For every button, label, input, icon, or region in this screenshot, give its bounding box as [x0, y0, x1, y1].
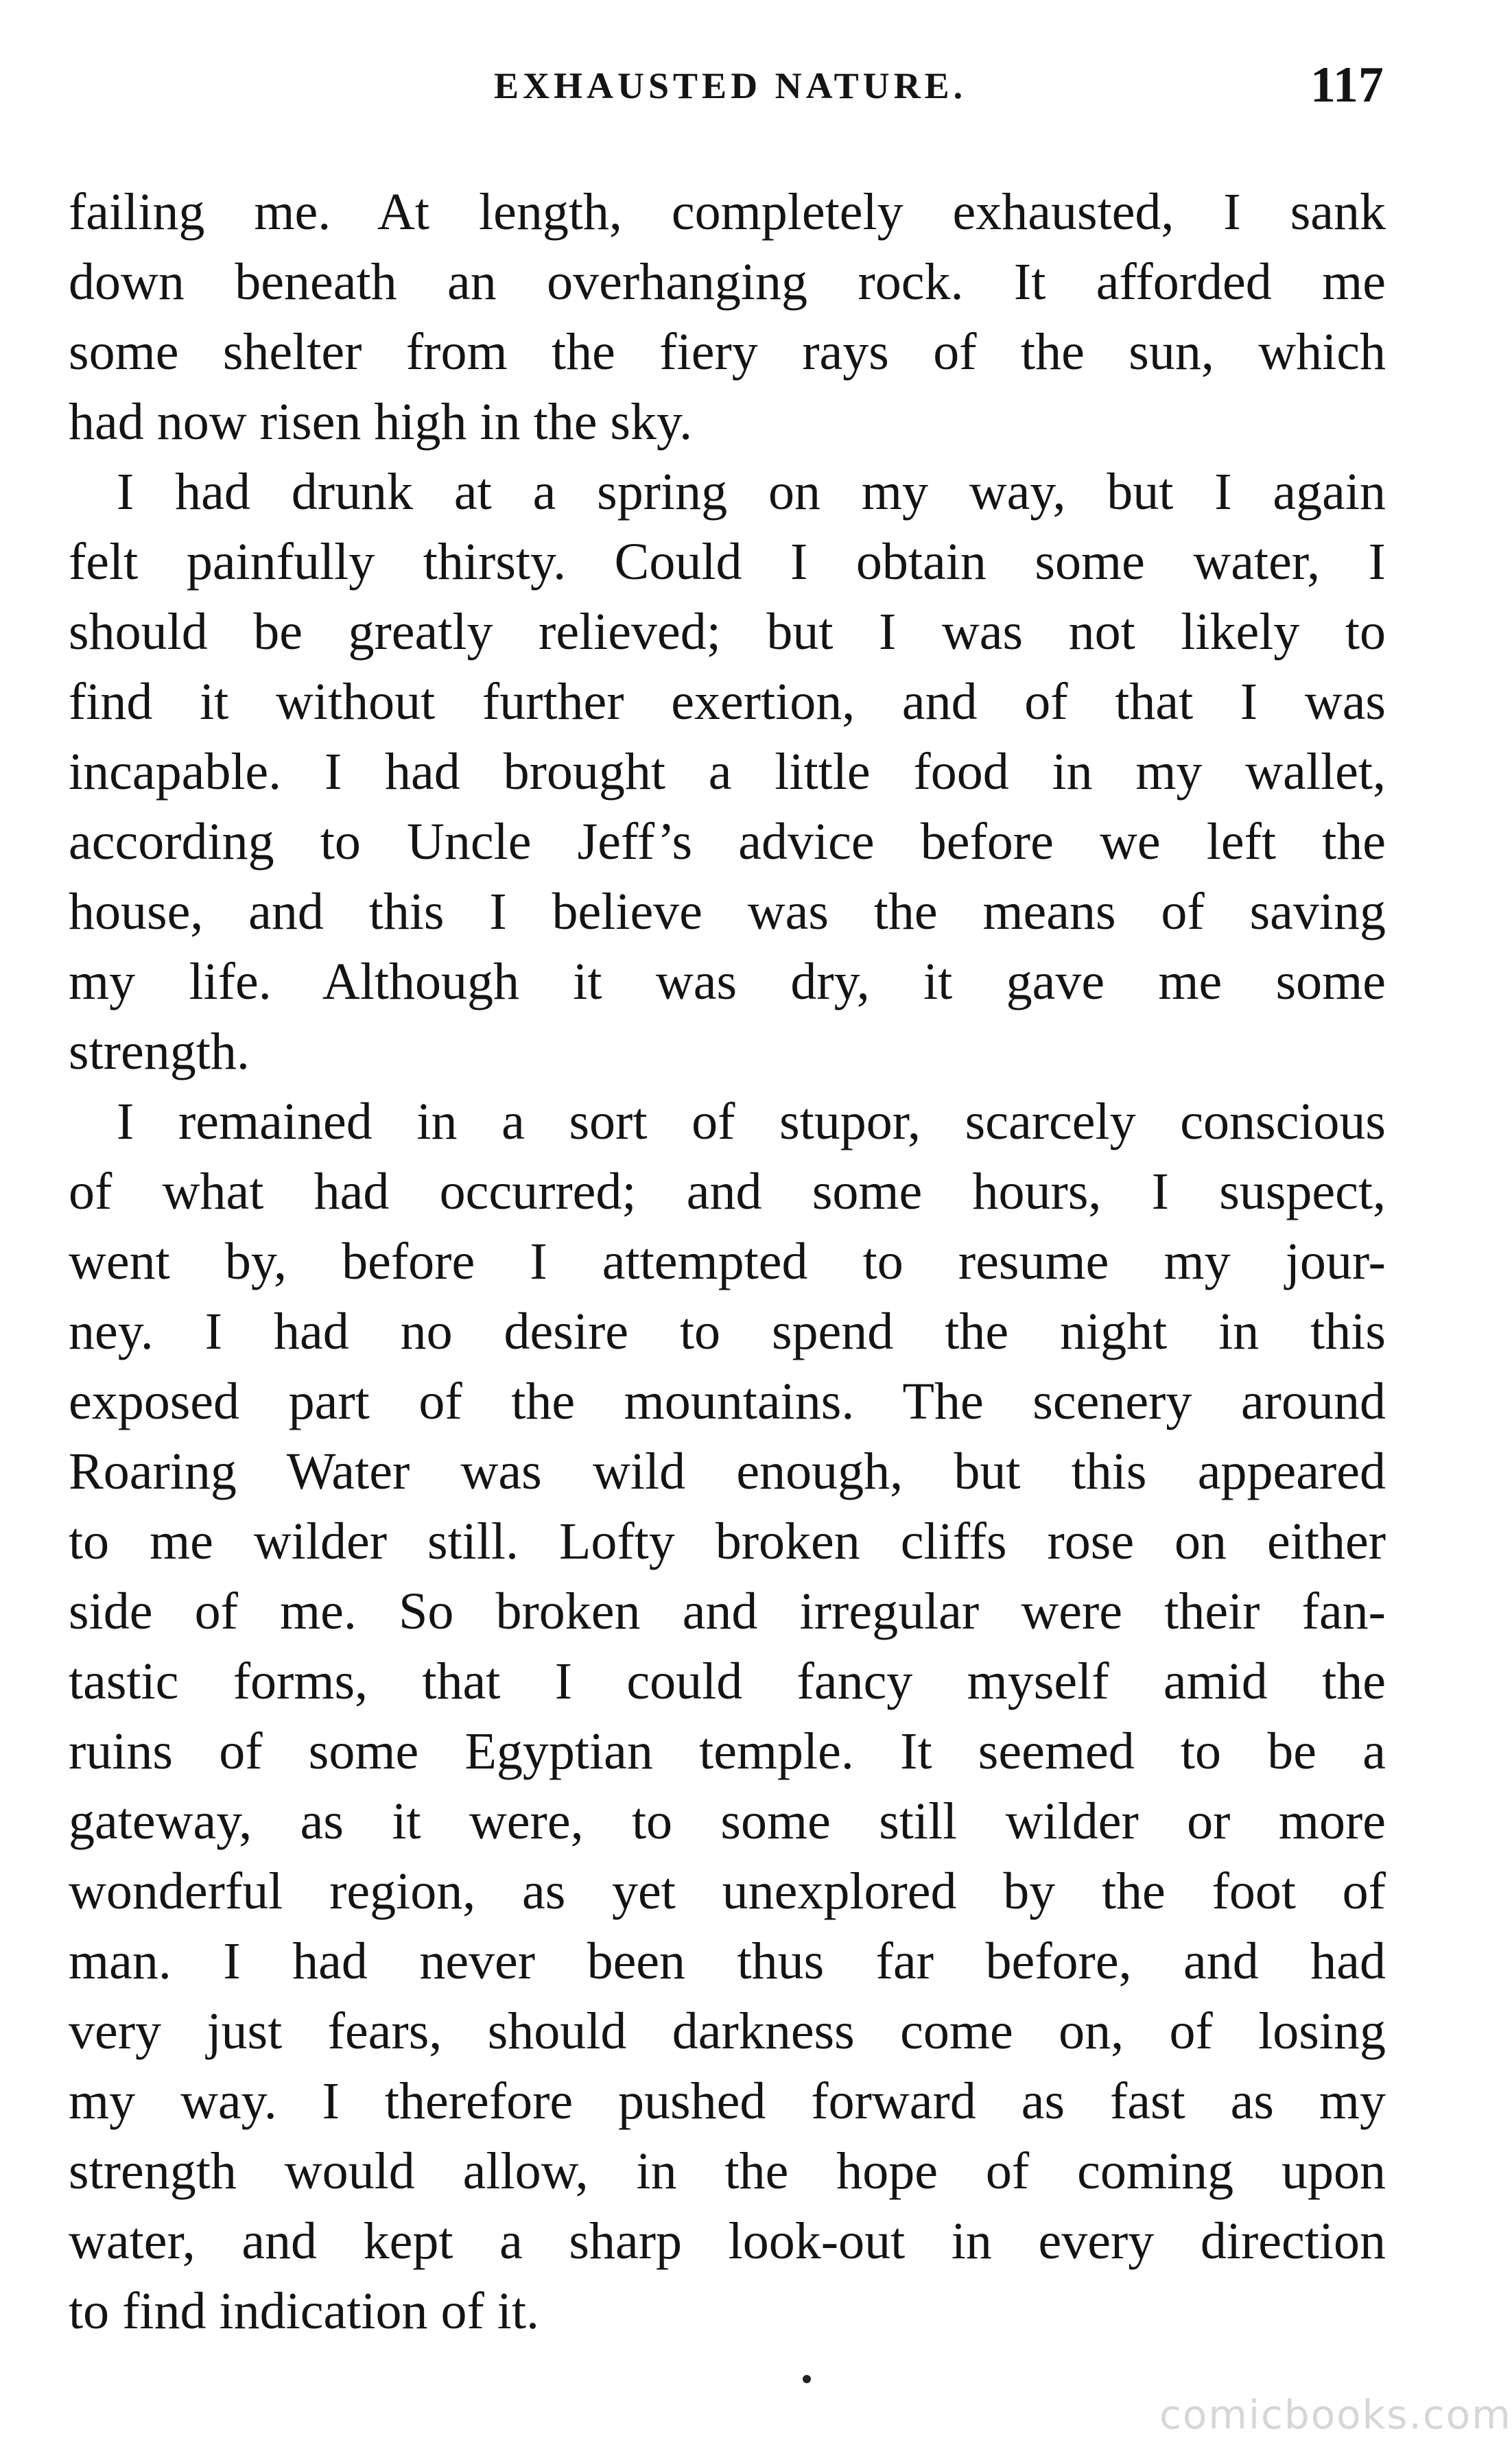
text-line: tastic forms, that I could fancy myself amid the: [69, 1653, 1386, 1710]
page-number: 117: [1310, 57, 1384, 113]
text-line: failing me. At length, completely exhausted, I sank: [69, 183, 1386, 241]
text-line: had now risen high in the sky.: [69, 393, 693, 451]
text-line: gateway, as it were, to some still wilder or more: [69, 1793, 1386, 1850]
text-line: strength would allow, in the hope of coming upon: [69, 2142, 1386, 2200]
running-title: EXHAUSTED NATURE.: [494, 65, 967, 106]
text-line: water, and kept a sharp look-out in every direction: [69, 2212, 1386, 2270]
watermark: comicbooks.com: [1159, 2391, 1512, 2438]
text-line: incapable. I had brought a little food in my wallet,: [69, 743, 1386, 801]
text-line: ruins of some Egyptian temple. It seemed to be a: [69, 1723, 1386, 1780]
text-line: my way. I therefore pushed forward as fast as my: [69, 2072, 1386, 2130]
text-line: some shelter from the fiery rays of the sun, which: [69, 323, 1386, 381]
text-line: Roaring Water was wild enough, but this appeared: [69, 1443, 1386, 1500]
text-line: down beneath an overhanging rock. It afforded me: [69, 253, 1386, 311]
text-line: I had drunk at a spring on my way, but I again: [117, 463, 1386, 521]
text-line: should be greatly relieved; but I was not likely to: [69, 603, 1386, 661]
text-line: very just fears, should darkness come on, of losing: [69, 2002, 1386, 2060]
text-line: find it without further exertion, and of that I was: [69, 673, 1386, 731]
text-line: ney. I had no desire to spend the night in this: [69, 1303, 1386, 1360]
text-line: felt painfully thirsty. Could I obtain some water, I: [69, 533, 1386, 591]
printer-mark: [803, 2375, 811, 2383]
text-line: according to Uncle Jeff’s advice before we left the: [69, 813, 1386, 871]
text-line: to me wilder still. Lofty broken cliffs rose on either: [69, 1513, 1386, 1570]
text-line: wonderful region, as yet unexplored by the foot of: [69, 1862, 1386, 1920]
text-line: I remained in a sort of stupor, scarcely conscious: [117, 1093, 1386, 1150]
text-line: house, and this I believe was the means of saving: [69, 883, 1386, 941]
text-line: side of me. So broken and irregular were their fan-: [69, 1583, 1386, 1640]
text-line: went by, before I attempted to resume my jour-: [69, 1233, 1386, 1290]
text-line: strength.: [69, 1023, 250, 1080]
text-line: exposed part of the mountains. The scenery around: [69, 1373, 1386, 1430]
text-line: my life. Although it was dry, it gave me some: [69, 953, 1386, 1010]
text-line: to find indication of it.: [69, 2282, 540, 2340]
text-line: of what had occurred; and some hours, I suspect,: [69, 1163, 1386, 1220]
text-line: man. I had never been thus far before, and had: [69, 1932, 1386, 1990]
